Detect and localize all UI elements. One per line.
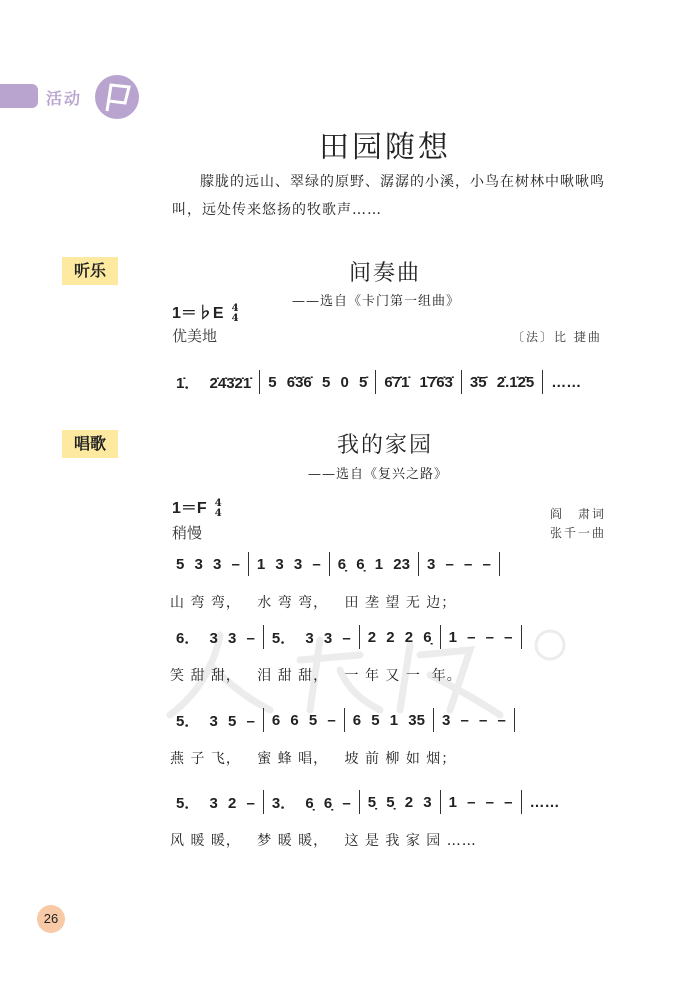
measure: 3． 6̣ 6̣ –: [271, 794, 351, 812]
time-top: 4: [214, 497, 222, 509]
measure: 3 – – –: [441, 711, 506, 729]
barline: [514, 708, 515, 732]
song-composer: 张千一曲: [550, 526, 607, 540]
key-signature: 1＝F: [172, 500, 207, 517]
time-signature: [232, 304, 239, 324]
lyrics-line: 风 暖 暖， 梦 暖 暖， 这 是 我 家 园 ……: [170, 833, 477, 849]
measure: 5 3 3 –: [176, 555, 240, 573]
measure: 1 3 3 –: [256, 555, 321, 573]
sing-label: 唱歌: [62, 430, 118, 458]
measure: 5． 3 3 –: [271, 629, 351, 647]
lyrics-line: 燕 子 飞， 蜜 蜂 唱， 坡 前 柳 如 烟；: [170, 751, 457, 767]
measure: 6． 3 3 –: [176, 629, 255, 647]
barline: [499, 552, 500, 576]
ending-dots: ……: [551, 373, 582, 391]
listen-label: 听乐: [62, 257, 118, 285]
intro-text: 朦胧的远山、翠绿的原野、潺潺的小溪，小鸟在树林中啾啾鸣叫，远处传来悠扬的牧歌声……: [172, 174, 605, 218]
measure: 1 – – –: [448, 793, 513, 811]
measure: 3̇5̇ 2̇.1̇2̇5: [469, 373, 535, 391]
measure: 1 – – –: [448, 628, 513, 646]
song-title: 我的家园: [336, 433, 433, 458]
measure: 5． 3 2 –: [176, 794, 255, 812]
interlude-composer: 〔法〕比 捷曲: [512, 330, 602, 344]
song-key: [172, 495, 222, 519]
measure: 6 6 5 –: [271, 711, 336, 729]
lyrics-line: 山 弯 弯， 水 弯 弯， 田 垄 望 无 边；: [170, 595, 457, 611]
measure: 6̣ 6̣ 1 23: [337, 555, 410, 573]
section-tab-label: 活动: [46, 89, 83, 108]
measure: 5． 3 5 –: [176, 712, 255, 730]
measure: 1̇． 2̇4̇3̇2̇1̇: [176, 374, 252, 392]
key-signature: 1＝♭E: [172, 305, 224, 322]
ending-dots: ……: [529, 793, 560, 811]
time-signature: [215, 499, 222, 519]
page-number: 26: [37, 905, 65, 933]
interlude-title: 间奏曲: [348, 261, 421, 286]
song-tempo: 稍慢: [172, 524, 203, 542]
song-notation-row: [168, 708, 515, 732]
interlude-source: ——选自《卡门第一组曲》: [292, 294, 461, 309]
measure: 5 6̇3̇6̇ 5 0 5̇: [268, 373, 368, 391]
measure: 6 5 1 35: [352, 711, 425, 729]
time-top: 4: [231, 302, 239, 314]
measure: 3 – – –: [426, 555, 491, 573]
song-notation-row: [168, 552, 500, 576]
measure: 6̇7̇1̇ 1̇7̇6̇3̇: [384, 373, 453, 391]
measure: 2 2 2 6̣: [367, 628, 432, 646]
interlude-tempo: 优美地: [172, 327, 218, 345]
song-source: ——选自《复兴之路》: [308, 467, 449, 482]
flag-music-icon: [95, 75, 139, 119]
measure: 5̣ 5̣ 2 3: [367, 793, 432, 811]
interlude-notation: [168, 370, 589, 394]
song-notation-row: [168, 625, 522, 649]
time-bottom: 4: [214, 507, 222, 519]
song-lyricist: 阎 肃词: [550, 507, 607, 521]
interlude-key: [172, 300, 239, 324]
page-title: 田园随想: [319, 130, 451, 165]
time-bottom: 4: [231, 312, 239, 324]
song-notation-row: [168, 790, 568, 814]
barline: [521, 625, 522, 649]
section-tab-bar: [0, 84, 38, 108]
lyrics-line: 笑 甜 甜， 泪 甜 甜， 一 年 又 一 年。: [170, 668, 462, 684]
